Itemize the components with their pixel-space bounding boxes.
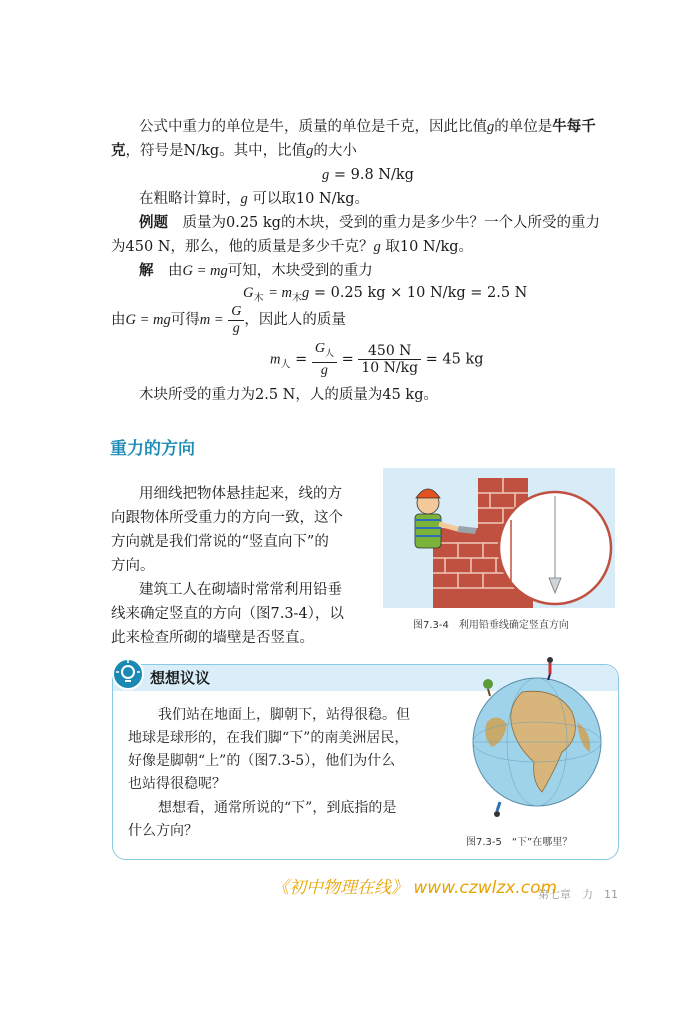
figure-734-caption: 图7.3-4 利用铅垂线确定竖直方向 xyxy=(413,620,569,631)
rough-calc-line: 在粗略计算时，g 可以取10 N/kg。 xyxy=(139,191,370,207)
top-person xyxy=(547,657,553,680)
example-line2: 为450 N，那么，他的质量是多少千克？g 取10 N/kg。 xyxy=(111,239,474,255)
discussion-line2: 地球是球形的，在我们脚“下”的南美洲居民， xyxy=(128,730,409,746)
solution-line3: 由G = mg可得m = $\frac{G}{g}$ ，因此人的质量 xyxy=(111,303,346,336)
page-footer: 第七章 力 11 xyxy=(538,888,618,901)
direction-p2-line1: 建筑工人在砌墙时常常利用铅垂 xyxy=(139,582,342,598)
direction-p1-line3: 方向就是我们常说的“竖直向下”的 xyxy=(111,534,329,550)
fraction-G-person-over-g: $\frac{G_人}{g}$ xyxy=(312,340,337,379)
equation-g: g = 9.8 N/kg xyxy=(322,167,414,183)
discussion-line5: 想想看，通常所说的“下”，到底指的是 xyxy=(158,800,397,816)
tree-icon xyxy=(483,679,493,689)
section-title: 重力的方向 xyxy=(110,439,195,459)
solution-line1: 解 由G = mg可知，木块受到的重力 xyxy=(139,263,373,279)
discussion-line3: 好像是脚朝“上”的（图7.3-5），他们为什么 xyxy=(128,753,396,769)
para1-line2: 克，符号是N/kg。其中，比值g的大小 xyxy=(111,142,357,159)
fraction-450-over-10: $\frac{450 N}{10 N/kg}$ xyxy=(358,343,421,376)
fraction-G-over-g: $\frac{G}{g}$ xyxy=(228,304,244,337)
direction-p1-line1: 用细线把物体悬挂起来，线的方 xyxy=(139,486,342,502)
example-line1: 例题 质量为0.25 kg的木块，受到的重力是多少牛？一个人所受的重力 xyxy=(139,215,600,231)
bottom-person xyxy=(494,802,500,817)
equation-person-mass: $m_人$ = $\frac{G_人}{g}$ = $\frac{450 N}{10 N/kg}$ = 45 kg xyxy=(270,341,484,378)
globe-illustration xyxy=(462,652,612,824)
para1-line1: 公式中重力的单位是牛，质量的单位是千克，因此比值g的单位是牛每千 xyxy=(139,118,596,135)
lightbulb-icon xyxy=(110,656,146,692)
direction-p2-line3: 此来检查所砌的墙壁是否竖直。 xyxy=(111,630,314,646)
discussion-line4: 也站得很稳呢？ xyxy=(128,776,226,792)
discussion-line6: 什么方向？ xyxy=(128,823,198,839)
equation-wood-weight: $G_木 = m_木g = 0.25$ kg × 10 N/kg = 2.5 N xyxy=(243,285,528,304)
conclusion-line: 木块所受的重力为2.5 N，人的质量为45 kg。 xyxy=(139,387,438,403)
direction-p1-line4: 方向。 xyxy=(111,558,155,574)
discussion-title: 想想议议 xyxy=(150,669,211,687)
discussion-line1: 我们站在地面上，脚朝下，站得很稳。但 xyxy=(158,707,410,723)
figure-735-caption: 图7.3-5 “下”在哪里？ xyxy=(466,837,573,848)
plumb-line-illustration xyxy=(383,468,615,608)
watermark: 《初中物理在线》 www.czwlzx.com xyxy=(272,878,558,898)
direction-p2-line2: 线来确定竖直的方向（图7.3-4），以 xyxy=(111,606,344,622)
direction-p1-line2: 向跟物体所受重力的方向一致，这个 xyxy=(111,510,343,526)
